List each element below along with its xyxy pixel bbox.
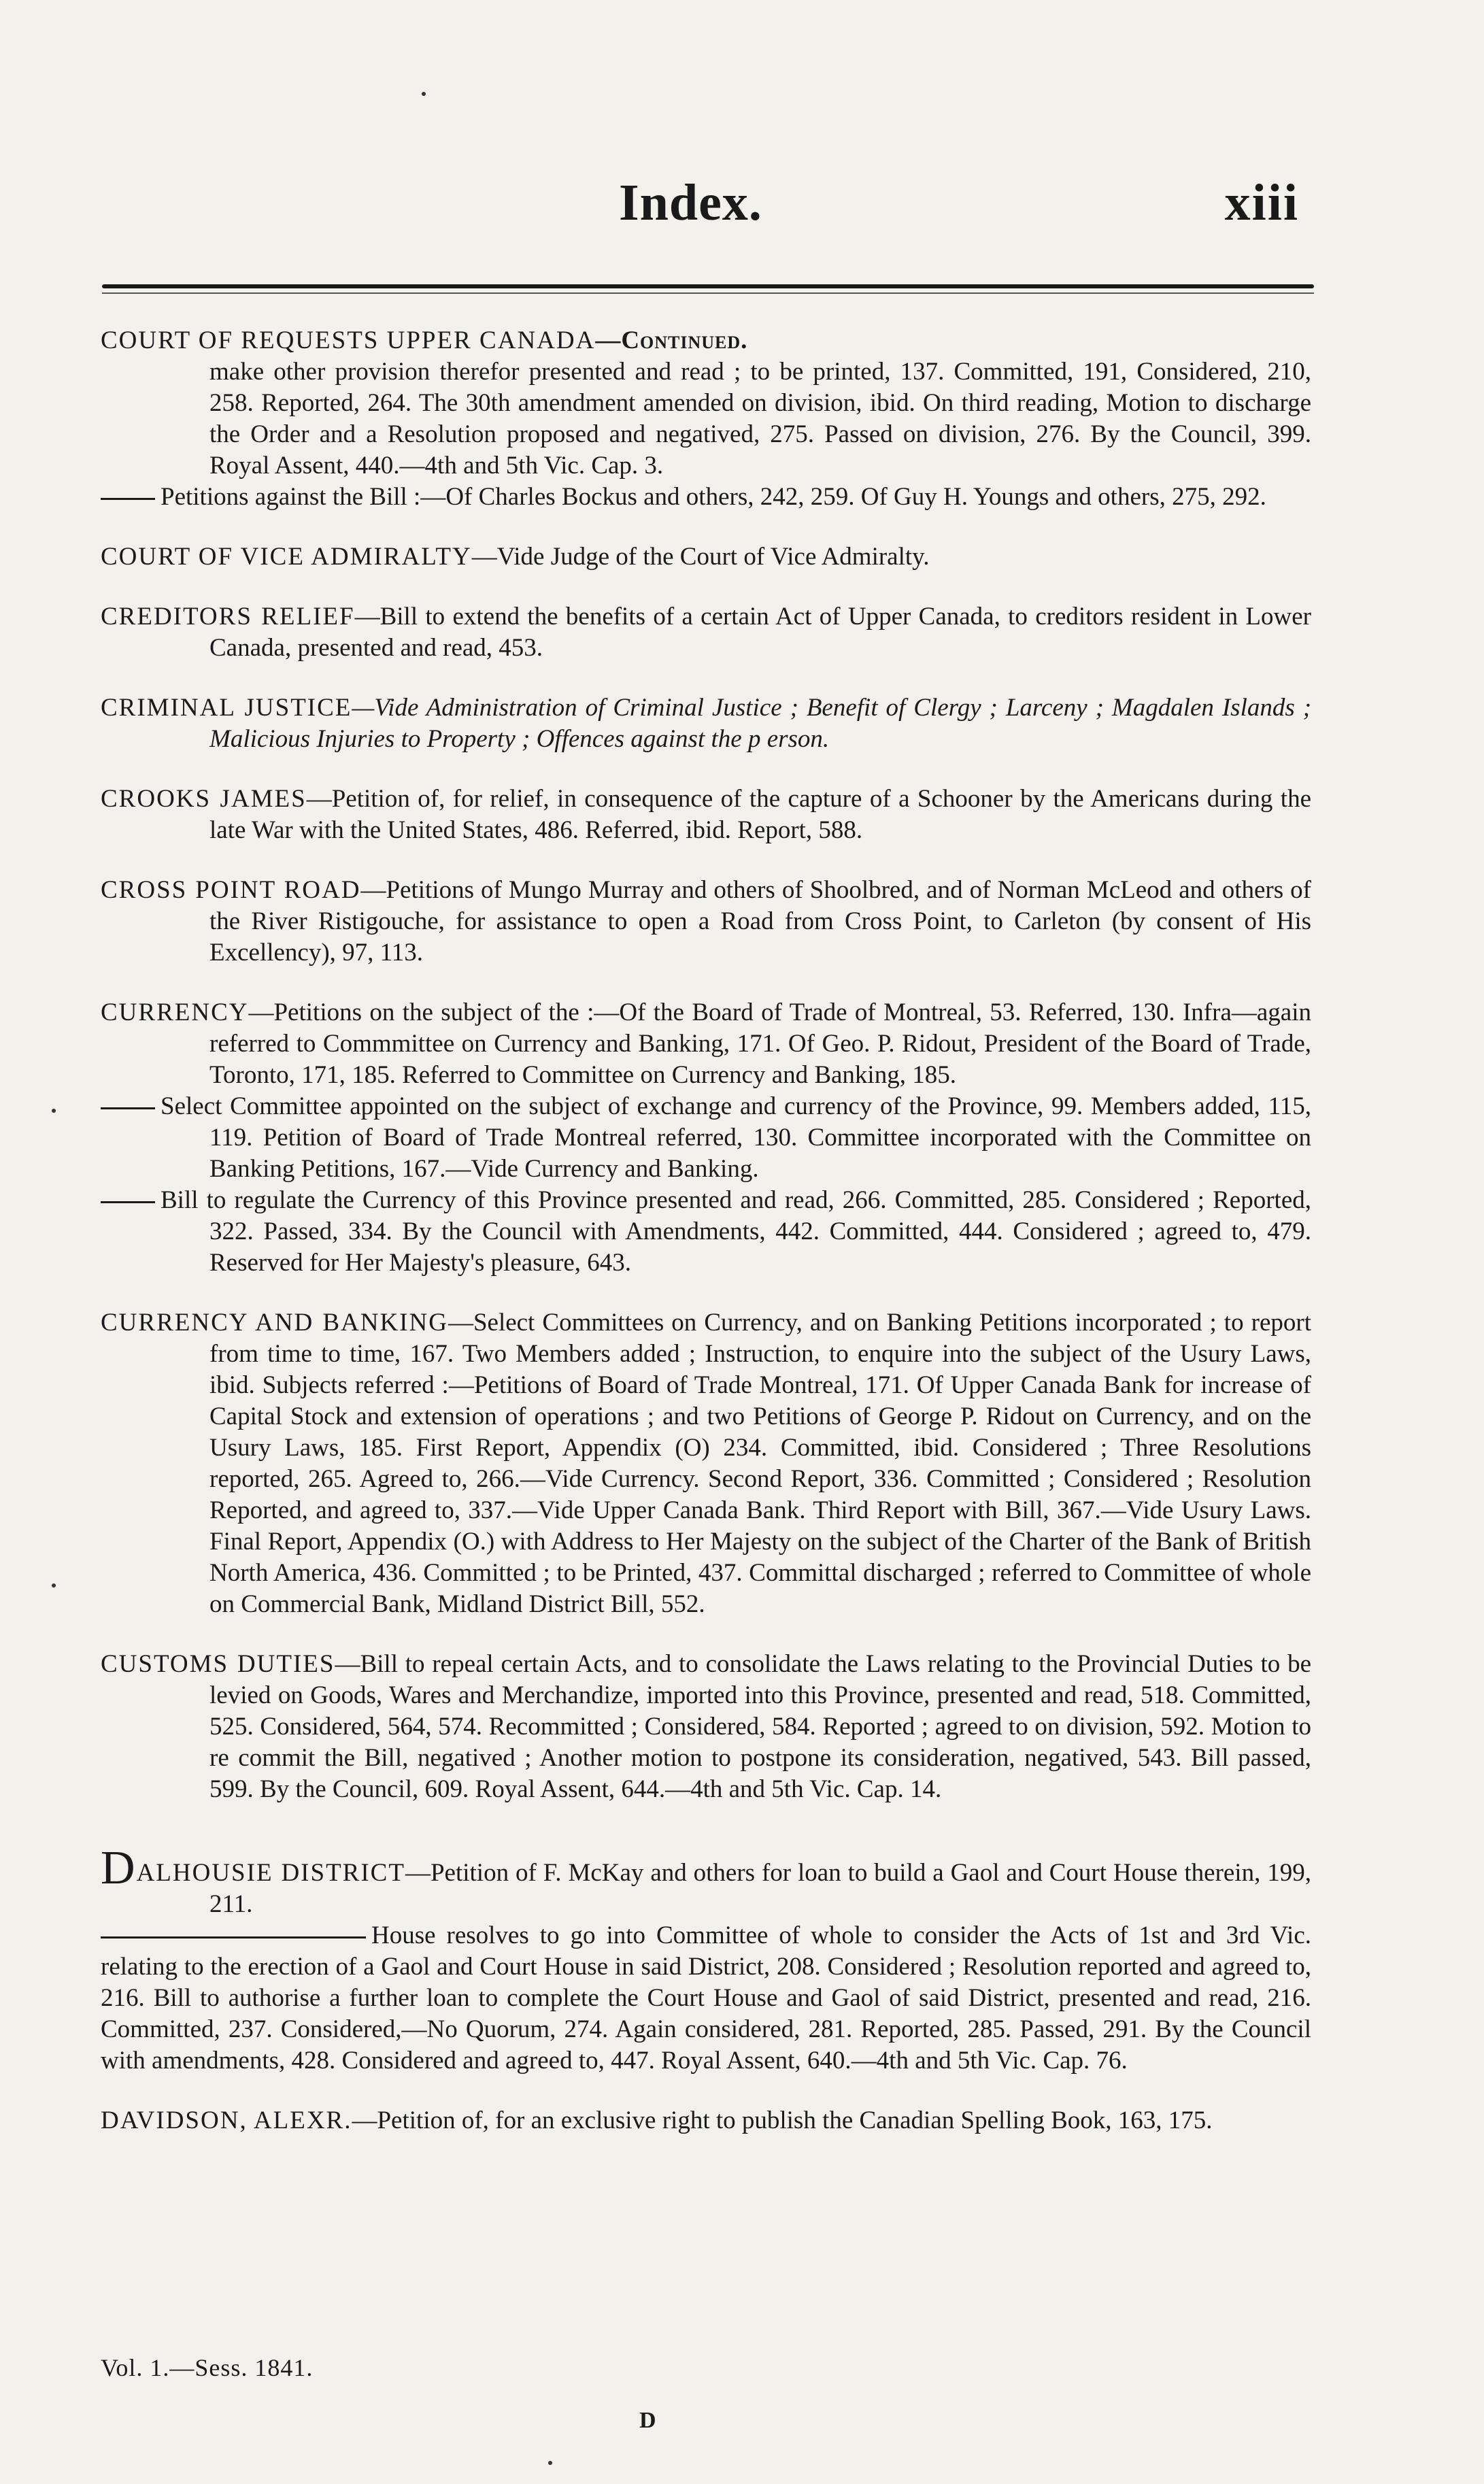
index-entry: [101, 1842, 1311, 2077]
entry-text: —Bill to extend the benefits of a certain Act of Upper Canada, to creditors resident in Lower Canada, presented and read, 453.: [209, 603, 1311, 662]
entry-body: make other provision therefor presented and read ; to be printed, 137. Committed, 191, Considered, 210, 258. Reported, 264. The 30th amendment amended on division, ibid. On third reading, Motion to discharge the Order and a Resolution proposed and negatived, 275. Passed on division, 276. By the Council, 399. Royal Assent, 440.—4th and 5th Vic. Cap. 3.: [209, 358, 1311, 480]
entry-heading: CURRENCY: [101, 998, 249, 1026]
index-entry: [101, 875, 1311, 969]
index-entry: [101, 784, 1311, 846]
index-entry: [101, 997, 1311, 1279]
entry-text: —Petition of, for an exclusive right to publish the Canadian Spelling Book, 163, 175.: [352, 2107, 1213, 2134]
ink-speck: [548, 2461, 552, 2465]
ink-speck: [52, 1109, 56, 1113]
section-initial: D: [101, 1842, 137, 1894]
index-entries: [101, 325, 1311, 2165]
entry-heading: ALHOUSIE DISTRICT: [136, 1859, 405, 1887]
page-number: xiii: [1224, 174, 1299, 231]
entry-text: —Petitions on the subject of the :—Of the Board of Trade of Montreal, 53. Referred, 130. Infra—again referred to Commmittee on Currency and Banking, 171. Of Geo. P. Ridout, President of the Board of Trade, Toronto, 171, 185. Referred to Committee on Currency and Banking, 185.: [209, 998, 1311, 1089]
entry-heading: CUSTOMS DUTIES: [101, 1650, 335, 1678]
entry-text: —Select Committees on Currency, and on Banking Petitions incorporated ; to report from time to time, 167. Two Members added ; Instruction, to enquire into the subject of the Usury Laws, ibid. Subjects referred :—Petitions of Board of Trade Montreal, 171. Of Upper Canada Bank for increase of Capital Stock and extension of operations ; and two Petitions of George P. Ridout on Currency, and on the Usury Laws, 185. First Report, Appendix (O) 234. Committed, ibid. Considered ; Three Resolutions reported, 265. Agreed to, 266.—Vide Currency. Second Report, 336. Committed ; Considered ; Resolution Reported, and agreed to, 337.—Vide Upper Canada Bank. Third Report with Bill, 367.—Vide Usury Laws. Final Report, Appendix (O.) with Address to Her Majesty on the subject of the Charter of the Bank of British North America, 436. Committed ; to be Printed, 437. Committal discharged ; referred to Committee of whole on Commercial Bank, Midland District Bill, 552.: [209, 1309, 1311, 1618]
entry-text: —Vide Administration of Criminal Justice ; Benefit of Clergy ; Larceny ; Magdalen Islands ; Malicious Injuries to Property ; Offences against the p erson.: [209, 694, 1312, 753]
index-entry: [101, 541, 1311, 573]
index-entry: [101, 1307, 1311, 1620]
em-dash-rule: [101, 498, 155, 500]
entry-heading: CURRENCY AND BANKING: [101, 1309, 448, 1337]
page-title: Index.: [619, 174, 762, 231]
subentry-text: Petitions against the Bill :—Of Charles Bockus and others, 242, 259. Of Guy H. Youngs and others, 275, 292.: [161, 483, 1266, 511]
header-rule: [102, 284, 1314, 288]
entry-heading: COURT OF REQUESTS UPPER CANADA: [101, 326, 596, 354]
entry-text: —Petitions of Mungo Murray and others of Shoolbred, and of Norman McLeod and others of the River Ristigouche, for assistance to open a Road from Cross Point, to Carleton (by consent of His Excellency), 97, 113.: [209, 876, 1311, 967]
entry-subentry: [155, 482, 1311, 513]
ink-speck: [52, 1583, 56, 1588]
entry-heading: CROSS POINT ROAD: [101, 876, 361, 904]
entry-heading: DAVIDSON, ALEXR.: [101, 2107, 352, 2134]
entry-subentry: [155, 1185, 1311, 1279]
index-entry: [101, 601, 1311, 664]
index-entry: [101, 325, 1311, 513]
entry-text: —Bill to repeal certain Acts, and to consolidate the Laws relating to the Provincial Duties to be levied on Goods, Wares and Merchandize, imported into this Province, presented and read, 518. Committed, 525. Considered, 564, 574. Recommitted ; Considered, 584. Reported ; agreed to on division, 592. Motion to re commit the Bill, negatived ; Another motion to postpone its consideration, negatived, 543. Bill passed, 599. By the Council, 609. Royal Assent, 644.—4th and 5th Vic. Cap. 14.: [209, 1650, 1311, 1803]
entry-heading: COURT OF VICE ADMIRALTY: [101, 543, 472, 571]
em-dash-rule: [101, 1107, 155, 1109]
entry-heading: CRIMINAL JUSTICE: [101, 694, 352, 722]
volume-footer: Vol. 1.—Sess. 1841.: [101, 2354, 314, 2381]
entry-continuation: House resolves to go into Committee of whole to consider the Acts of 1st and 3rd Vic. relating to the erection of a Gaol and Court House in said District, 208. Considered ; Resolution reported and agreed to, 216. Bill to authorise a further loan to complete the Court House and Gaol of said District, presented and read, 216. Committed, 237. Considered,—No Quorum, 274. Again considered, 281. Reported, 285. Passed, 291. By the Council with amendments, 428. Considered and agreed to, 447. Royal Assent, 640.—4th and 5th Vic. Cap. 76.: [101, 1921, 1311, 2075]
em-dash-rule: [101, 1201, 155, 1203]
index-entry: [101, 692, 1311, 755]
entry-text: —Vide Judge of the Court of Vice Admiralty.: [471, 543, 930, 571]
page-header: [95, 173, 1319, 248]
header-rule-thin: [102, 292, 1314, 294]
entry-heading-suffix: —Continued.: [595, 326, 748, 354]
long-dash-rule: [101, 1936, 366, 1938]
ink-speck: [422, 92, 426, 96]
entry-text: —Petition of, for relief, in consequence of the capture of a Schooner by the Americans during the late War with the United States, 486. Referred, ibid. Report, 588.: [209, 785, 1311, 844]
entry-text: —Petition of F. McKay and others for loan to build a Gaol and Court House therein, 199, 211.: [209, 1859, 1311, 1918]
entry-heading: CREDITORS RELIEF: [101, 603, 355, 631]
entry-heading: CROOKS JAMES: [101, 785, 307, 813]
index-entry: [101, 2105, 1311, 2136]
subentry-text: Bill to regulate the Currency of this Province presented and read, 266. Committed, 285. Considered ; Reported, 322. Passed, 334. By the Council with Amendments, 442. Committed, 444. Considered ; agreed to, 479. Reserved for Her Majesty's pleasure, 643.: [161, 1186, 1311, 1277]
entry-subentry: [155, 1091, 1311, 1185]
index-entry: [101, 1649, 1311, 1805]
subentry-text: Select Committee appointed on the subject of exchange and currency of the Province, 99. Members added, 115, 119. Petition of Board of Trade Montreal referred, 130. Committee incorporated with the Committee on Banking Petitions, 167.—Vide Currency and Banking.: [161, 1092, 1311, 1183]
signature-mark: D: [639, 2408, 656, 2433]
